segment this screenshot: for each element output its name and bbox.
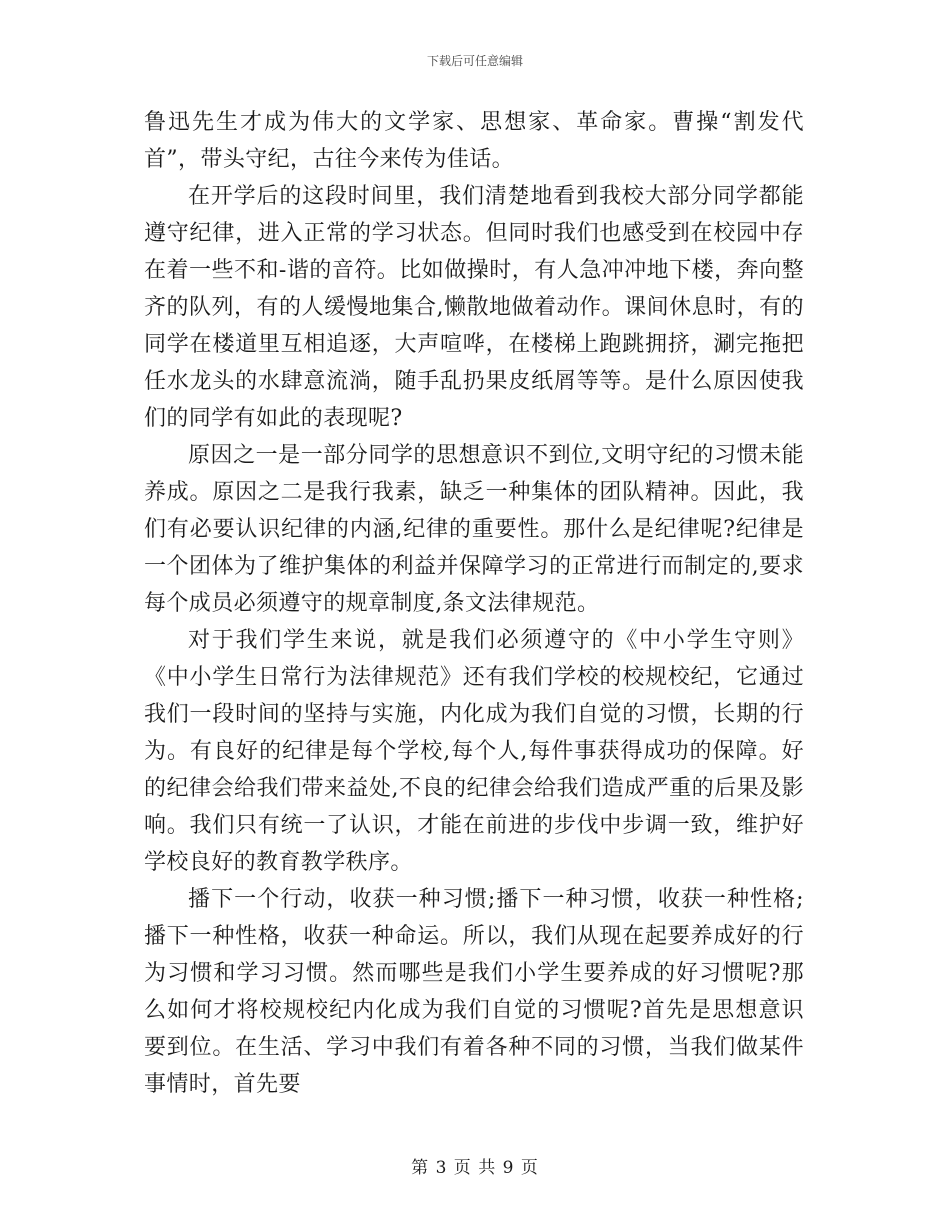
paragraph-continuation: 鲁迅先生才成为伟大的文学家、思想家、革命家。曹操“割发代首”，带头守纪，古往今来传为佳话。 <box>144 110 804 172</box>
paragraph-rules: 对于我们学生来说，就是我们必须遵守的《中小学生守则》《中小学生日常行为法律规范》还有我们学校的校规校纪，它通过我们一段时间的坚持与实施，内化成为我们自觉的习惯，长期的行为。有良好的纪律是每个学校,每个人,每件事获得成功的保障。好的纪律会给我们带来益处,不良的纪律会给我们造成严重的后果及影响。我们只有统一了认识，才能在前进的步伐中步调一致，维护好学校良好的教育教学秩序。 <box>144 628 804 875</box>
document-body <box>144 104 804 1103</box>
page-footer-page-number: 第 3 页 共 9 页 <box>411 1158 539 1178</box>
paragraph-observations: 在开学后的这段时间里，我们清楚地看到我校大部分同学都能遵守纪律，进入正常的学习状态。但同时我们也感受到在校园中存在着一些不和-谐的音符。比如做操时，有人急冲冲地下楼，奔向整齐的队列，有的人缓慢地集合,懒散地做着动作。课间休息时，有的同学在楼道里互相追逐，大声喧哗，在楼梯上跑跳拥挤，涮完拖把任水龙头的水肆意流淌，随手乱扔果皮纸屑等等。是什么原因使我们的同学有如此的表现呢? <box>144 184 804 431</box>
paragraph-habits: 播下一个行动，收获一种习惯;播下一种习惯，收获一种性格;播下一种性格，收获一种命运。所以，我们从现在起要养成好的行为习惯和学习习惯。然而哪些是我们小学生要养成的好习惯呢?那么如何才将校规校纪内化成为我们自觉的习惯呢?首先是思想意识要到位。在生活、学习中我们有着各种不同的习惯，当我们做某件事情时，首先要 <box>144 887 804 1097</box>
page-header: 下载后可任意编辑 <box>426 54 523 68</box>
paragraph-reasons: 原因之一是一部分同学的思想意识不到位,文明守纪的习惯未能养成。原因之二是我行我素，缺乏一种集体的团队精神。因此，我们有必要认识纪律的内涵,纪律的重要性。那什么是纪律呢?纪律是一个团体为了维护集体的利益并保障学习的正常进行而制定的,要求每个成员必须遵守的规章制度,条文法律规范。 <box>144 443 804 616</box>
